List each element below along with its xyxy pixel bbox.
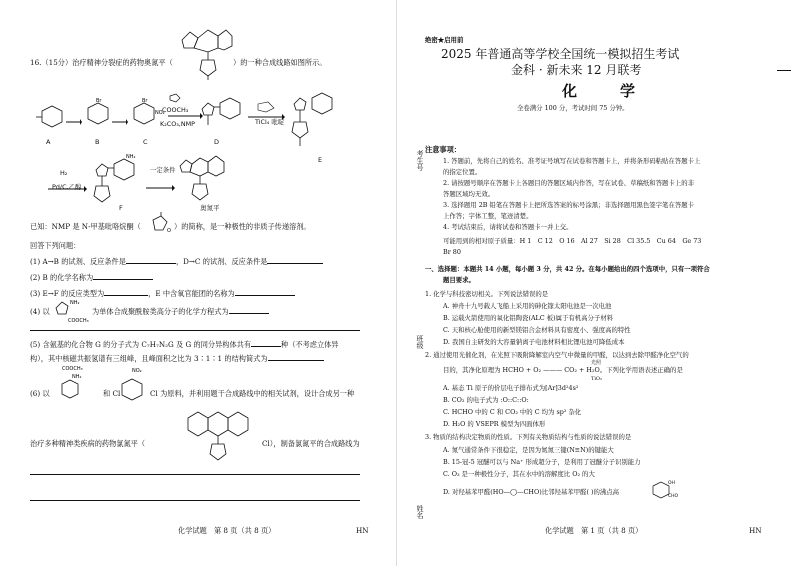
label-c: C — [143, 138, 148, 146]
label-d: D — [214, 138, 220, 146]
notice-line-6: 上作答；字体工整，笔迹清楚。 — [443, 212, 533, 220]
right-page — [397, 0, 794, 566]
svg-text:Br: Br — [142, 98, 148, 104]
reagent-2: K₂CO₃,NMP — [160, 120, 195, 128]
q4-monomer-structure — [52, 296, 90, 330]
arrow-f-olanzapine — [146, 176, 176, 195]
q5-text-c: 构），其中核磁共振氢谱有三组峰，且峰面积之比为 3∶1∶1 的结构简式为 — [30, 354, 324, 363]
q2-option-b: B. CO₂ 的电子式为 :O::C::O: — [443, 396, 529, 404]
q6-text-e: Cl），制备氯氮平的合成路线为 — [262, 439, 360, 448]
label-f: F — [119, 204, 123, 212]
q3-option-c: C. O₃ 是一种极性分子，其在水中的溶解度比 O₂ 的大 — [443, 470, 595, 478]
olanzapine-structure — [172, 18, 232, 84]
q6-text-d: 治疗多种精神类疾病的药物氯氮平（ — [30, 439, 146, 448]
svg-text:OH: OH — [668, 481, 675, 486]
q2-text: (2) B 的化学名称为 — [30, 273, 153, 282]
svg-text:NO₂: NO₂ — [132, 368, 142, 374]
nmp-note-a: 已知：NMP 是 N-甲基吡咯烷酮（ — [30, 222, 141, 231]
q3-option-d: D. 对羟基苯甲醛(HO—◯—CHO)比邻羟基苯甲醛( )的沸点高 — [443, 488, 620, 496]
atomic-mass-line-1: 可能用到的相对原子质量：H 1 C 12 O 16 Al 27 Si 28 Cl 35.5 Cu 64 Ge 73 — [443, 237, 702, 245]
q6-text-b: 和 Cl — [103, 389, 121, 398]
q6-answer-line-1 — [30, 474, 360, 475]
olanzapine-product-structure — [178, 150, 228, 210]
q6-text-c: Cl 为原料，并利用题干合成路线中的相关试剂，设计合成另一种 — [150, 389, 355, 398]
exam-title-1: 2025 年普通高等学校全国统一模拟招生考试 — [441, 47, 680, 61]
label-olanzapine: 奥氮平 — [200, 204, 220, 212]
section1-heading-a: 一、选择题：本题共 14 小题，每小题 3 分，共 42 分。在每小题给出的四个选项中，只有一项符合 — [425, 265, 710, 273]
svg-text:Br: Br — [96, 98, 102, 104]
nmp-structure — [147, 212, 171, 240]
left-footer: 化学试题 第 8 页（共 8 页） — [178, 526, 276, 535]
q6-text-a: (6) 以 — [30, 389, 50, 398]
secret-label: 绝密★启用前 — [425, 36, 464, 44]
right-footer: 化学试题 第 1 页（共 8 页） — [545, 526, 643, 535]
section1-heading-b: 题目要求。 — [443, 276, 475, 284]
q2-condition-top: 光照 — [591, 360, 602, 366]
atomic-mass-line-2: Br 80 — [443, 248, 461, 256]
svg-text:COOCH₃: COOCH₃ — [62, 366, 83, 372]
q1-stem: 1. 化学与科技密切相关。下列说法错误的是 — [425, 290, 549, 298]
svg-text:CHO: CHO — [668, 494, 679, 499]
label-e: E — [318, 156, 323, 164]
compound-b-structure — [82, 98, 112, 136]
reagent-4: H₂ — [60, 169, 68, 177]
answer-prompt: 回答下列问题： — [30, 241, 81, 250]
svg-text:NH₂: NH₂ — [70, 300, 80, 306]
q1-text: (1) A→B 的试剂、反应条件是 ，D→C 的试剂、反应条件是 — [30, 257, 323, 266]
reagent-3: TiCl₄ 吡啶 — [255, 118, 285, 126]
reagent-6: 一定条件 — [150, 166, 176, 174]
edge-dash — [777, 70, 791, 71]
notice-line-7: 4. 考试结束后，请将试卷和答题卡一并上交。 — [443, 223, 573, 231]
q16-intro-a: 16.（15分）治疗精神分裂症的药物奥氮平（ — [30, 58, 173, 67]
q4-text-a: (4) 以 — [30, 307, 50, 316]
subject-title: 化 学 — [562, 82, 650, 100]
q5-text-a: (5) 含氨基的化合物 G 的分子式为 C₇H₇N₂G 及 G 的同分异构体共有 种（不考虑立体异 — [30, 340, 339, 349]
exam-title-2: 金科 · 新未来 12 月联考 — [511, 63, 642, 77]
svg-text:O: O — [167, 228, 171, 234]
notice-line-1: 1. 答题前，先将自己的姓名、准考证号填写在试卷和答题卡上，并将条形码粘贴在答题卡上 — [443, 157, 701, 165]
notice-line-3: 2. 请按题号顺序在答题卡上各题目的答题区域内作答，写在试卷、草稿纸和答题卡上的非 — [443, 179, 694, 187]
svg-text:NH₂: NH₂ — [126, 154, 136, 160]
q6-chloro-nitro-structure — [120, 366, 150, 410]
score-line: 全卷满分 100 分，考试时间 75 分钟。 — [517, 104, 629, 112]
q4-answer-line — [30, 330, 360, 331]
label-b: B — [95, 138, 100, 146]
label-a: A — [46, 138, 51, 146]
q3-option-b: B. 15-冠-5 冠醚可以与 Na⁺ 形成超分子，是利用了冠醚分子识别能力 — [443, 458, 641, 466]
clozapine-structure — [186, 404, 260, 472]
svg-text:NH₂: NH₂ — [72, 374, 82, 380]
compound-f-structure — [92, 154, 144, 218]
q16-intro-b: ）的一种合成线路如图所示。 — [233, 58, 327, 67]
notice-title: 注意事项： — [425, 145, 461, 154]
notice-line-4: 答题区域均无效。 — [443, 190, 495, 198]
nmp-note-b: ）的简称，是一种极性的非质子传递溶剂。 — [174, 222, 311, 231]
q2-option-a: A. 基态 Ti 原子的价层电子排布式为[Ar]3d²4s² — [443, 384, 579, 392]
right-footer-code: HN — [749, 526, 762, 535]
side-label-name: 姓名 — [416, 505, 424, 519]
q6-answer-line-2 — [30, 500, 360, 501]
q2-option-c: C. HCHO 中的 C 和 CO₂ 中的 C 均为 sp² 杂化 — [443, 408, 582, 416]
q2-stem-b: 目的，其净化原理为 HCHO + O₂ ——— CO₂ + H₂O。下列化学用语表述正确的是 — [443, 366, 683, 374]
q1-option-c: C. 天和核心舱使用的新型镁铝合金材料具有密度小、强度高的特性 — [443, 326, 631, 334]
q3-option-a: A. 氮气通常条件下很稳定，是因为氮氮三键(N≡N)的键能大 — [443, 446, 614, 454]
q3-text: (3) E→F 的反应类型为 ，E 中含氧官能团的名称为 — [30, 289, 295, 298]
q2-option-d: D. H₂O 的 VSEPR 模型为四面体形 — [443, 420, 546, 428]
q2-condition-bottom: TiO₂ — [591, 376, 603, 382]
q2-stem-a: 2. 通过使用光催化剂，在光照下吸附降解室内空气中微量的甲醛，以达到去除甲醛净化空气的 — [425, 351, 689, 359]
arrow-a-b — [66, 110, 82, 129]
side-label-student-id: 考生号 — [416, 150, 424, 171]
left-footer-code: HN — [356, 526, 369, 535]
notice-line-2: 的指定位置。 — [443, 168, 482, 176]
q1-option-b: B. 运载火箭使用的氧化铝陶瓷(ALC 板)属于有机高分子材料 — [443, 314, 614, 322]
compound-e-structure — [290, 88, 340, 158]
side-label-class: 班级 — [416, 335, 424, 349]
compound-a-structure — [36, 105, 64, 135]
reagent-1: COOCH₃ — [162, 106, 189, 114]
compound-d-structure — [200, 93, 244, 137]
notice-line-5: 3. 选择题用 2B 铅笔在答题卡上把所选答案的标号涂黑；非选择题用黑色签字笔在答题卡 — [443, 201, 695, 209]
svg-text:COOCH₃: COOCH₃ — [68, 318, 89, 324]
svg-text:NO₂: NO₂ — [155, 110, 165, 116]
reagent-5: Pd/C,乙醇 — [52, 183, 82, 191]
q4-text-b: 为单体合成聚酰胺类高分子的化学方程式为 — [92, 307, 269, 316]
q1-option-a: A. 神舟十九号载人飞船上采用的砷化镓太阳电池是一次电池 — [443, 302, 612, 310]
o-hydroxybenzaldehyde-structure — [651, 478, 677, 506]
arrow-b-c — [112, 110, 128, 129]
q3-stem: 3. 物质的结构决定物质的性质。下列有关物质结构与性质的说法错误的是 — [425, 433, 632, 441]
q6-reactant-structure — [58, 364, 98, 408]
q1-option-d: D. 我国自主研发的大容量钠离子电池材料相比锂电池可降低成本 — [443, 338, 625, 346]
